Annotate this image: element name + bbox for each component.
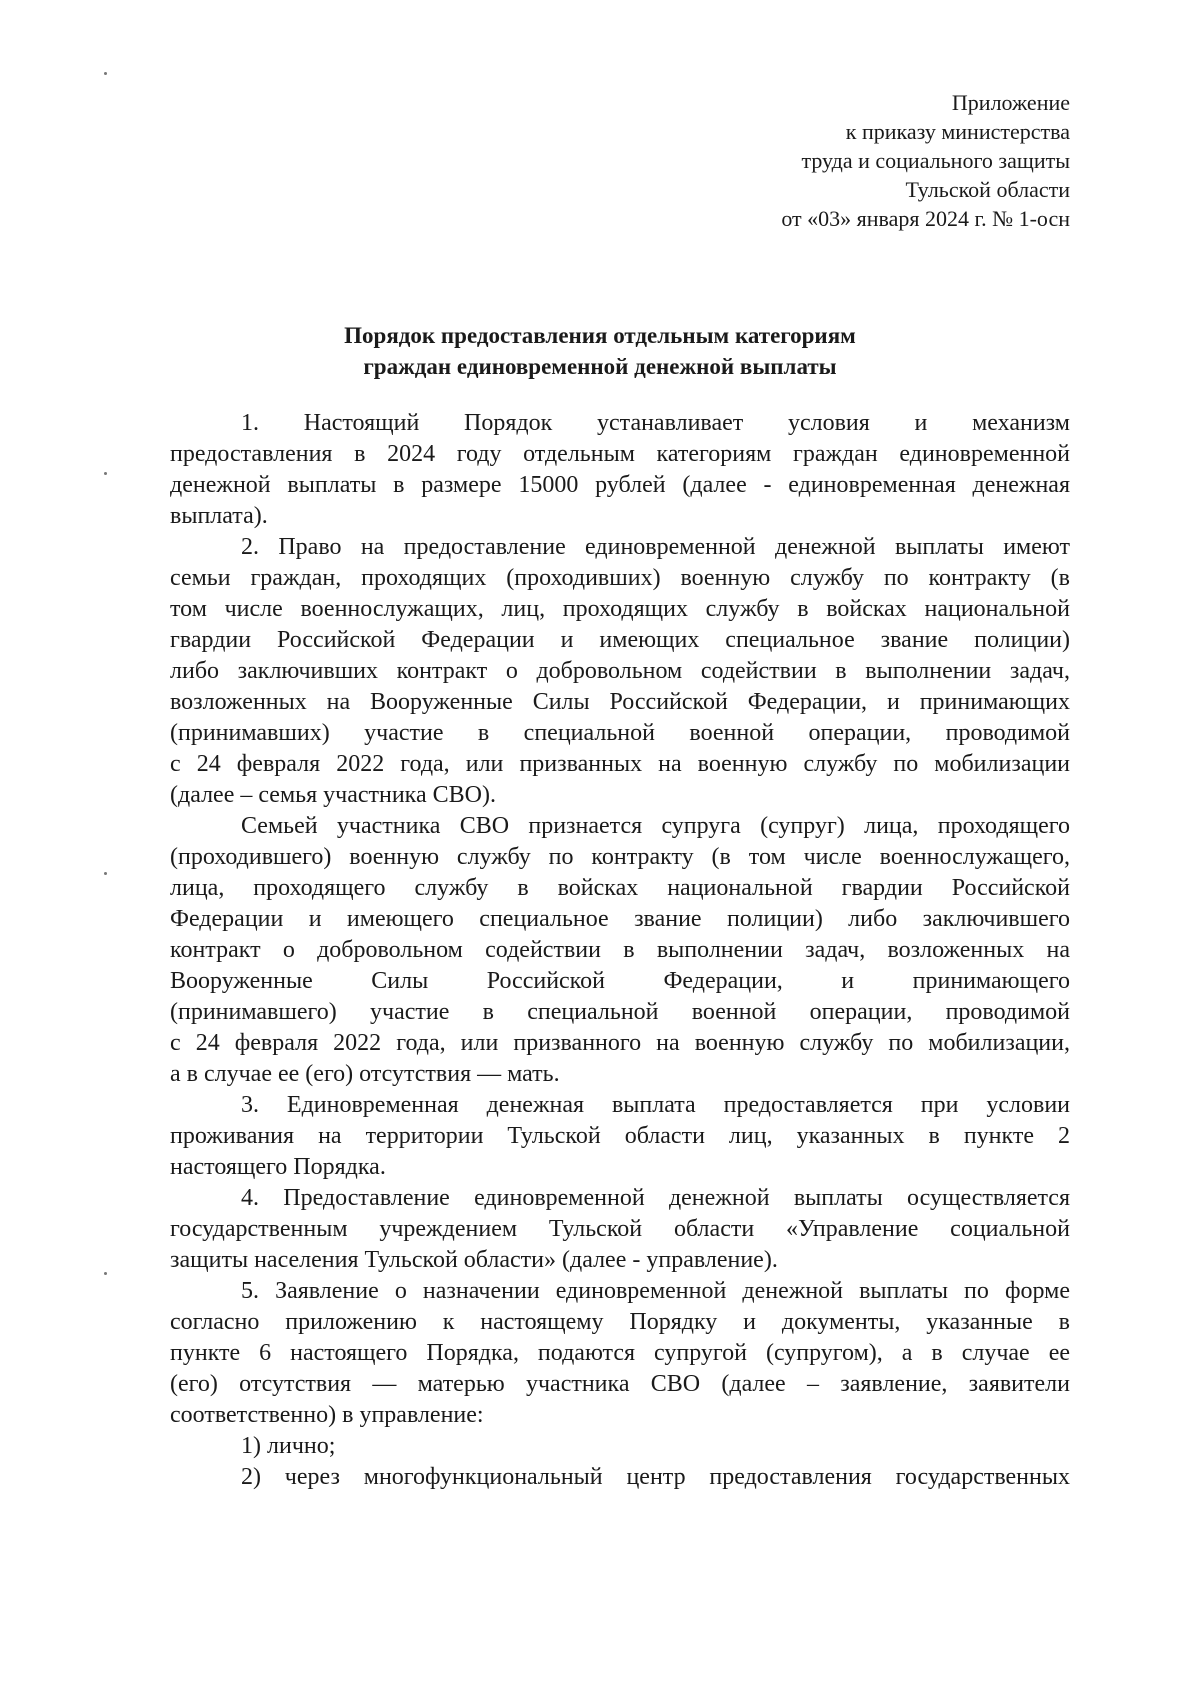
appendix-header [781, 88, 1070, 233]
body-text-line: том числе военнослужащих, лиц, проходящих службу в войсках национальной [170, 596, 1070, 622]
body-text-line: Федерации и имеющего специальное звание полиции) либо заключившего [170, 906, 1070, 932]
body-text-line: 5. Заявление о назначении единовременной денежной выплаты по форме [241, 1278, 1070, 1304]
body-text-line: 2. Право на предоставление единовременной денежной выплаты имеют [241, 534, 1070, 560]
body-text-line: настоящего Порядка. [170, 1154, 386, 1180]
body-text-line: либо заключивших контракт о добровольном содействии в выполнении задач, [170, 658, 1070, 684]
scan-speck [104, 72, 107, 75]
body-text-line: Семьей участника СВО признается супруга (супруг) лица, проходящего [241, 813, 1070, 839]
body-text-line: гвардии Российской Федерации и имеющих специальное звание полиции) [170, 627, 1070, 653]
body-text-line: соответственно) в управление: [170, 1402, 484, 1428]
appendix-line: от «03» января 2024 г. № 1-осн [781, 206, 1070, 231]
body-text-line: лица, проходящего службу в войсках национальной гвардии Российской [170, 875, 1070, 901]
body-text-line: пункте 6 настоящего Порядка, подаются супругой (супругом), а в случае ее [170, 1340, 1070, 1366]
appendix-line: Тульской области [905, 177, 1070, 202]
body-text-line: 1) лично; [241, 1433, 336, 1459]
body-text-line: проживания на территории Тульской области лиц, указанных в пункте 2 [170, 1123, 1070, 1149]
title-line: граждан единовременной денежной выплаты [363, 354, 837, 379]
body-text-line: выплата). [170, 503, 268, 529]
body-text-line: государственным учреждением Тульской области «Управление социальной [170, 1216, 1070, 1242]
body-text-line: возложенных на Вооруженные Силы Российской Федерации, и принимающих [170, 689, 1070, 715]
body-text-line: (принимавшего) участие в специальной военной операции, проводимой [170, 999, 1070, 1025]
body-text-line: (проходившего) военную службу по контракту (в том числе военнослужащего, [170, 844, 1070, 870]
scan-speck [104, 1272, 107, 1275]
appendix-line: к приказу министерства [845, 119, 1070, 144]
scan-speck [104, 872, 107, 875]
scan-speck [104, 472, 107, 475]
body-text-line: 1. Настоящий Порядок устанавливает условия и механизм [241, 410, 1070, 436]
document-title [0, 320, 1200, 382]
body-text-line: защиты населения Тульской области» (далее - управление). [170, 1247, 778, 1273]
body-text-line: 4. Предоставление единовременной денежной выплаты осуществляется [241, 1185, 1070, 1211]
body-text-line: с 24 февраля 2022 года, или призванных на военную службу по мобилизации [170, 751, 1070, 777]
appendix-line: Приложение [951, 90, 1070, 115]
body-text-line: с 24 февраля 2022 года, или призванного на военную службу по мобилизации, [170, 1030, 1070, 1056]
body-text-line: согласно приложению к настоящему Порядку и документы, указанные в [170, 1309, 1070, 1335]
document-body [170, 408, 1070, 1493]
body-text-line: денежной выплаты в размере 15000 рублей (далее - единовременная денежная [170, 472, 1070, 498]
title-line: Порядок предоставления отдельным категориям [344, 323, 856, 348]
body-text-line: (его) отсутствия — матерью участника СВО (далее – заявление, заявители [170, 1371, 1070, 1397]
body-text-line: (далее – семья участника СВО). [170, 782, 496, 808]
body-text-line: Вооруженные Силы Российской Федерации, и принимающего [170, 968, 1070, 994]
body-text-line: семьи граждан, проходящих (проходивших) военную службу по контракту (в [170, 565, 1070, 591]
body-text-line: (принимавших) участие в специальной военной операции, проводимой [170, 720, 1070, 746]
body-text-line: 2) через многофункциональный центр предоставления государственных [241, 1464, 1070, 1490]
appendix-line: труда и социального защиты [801, 148, 1070, 173]
body-text-line: 3. Единовременная денежная выплата предоставляется при условии [241, 1092, 1070, 1118]
body-text-line: контракт о добровольном содействии в выполнении задач, возложенных на [170, 937, 1070, 963]
body-text-line: предоставления в 2024 году отдельным категориям граждан единовременной [170, 441, 1070, 467]
body-text-line: а в случае ее (его) отсутствия — мать. [170, 1061, 560, 1087]
